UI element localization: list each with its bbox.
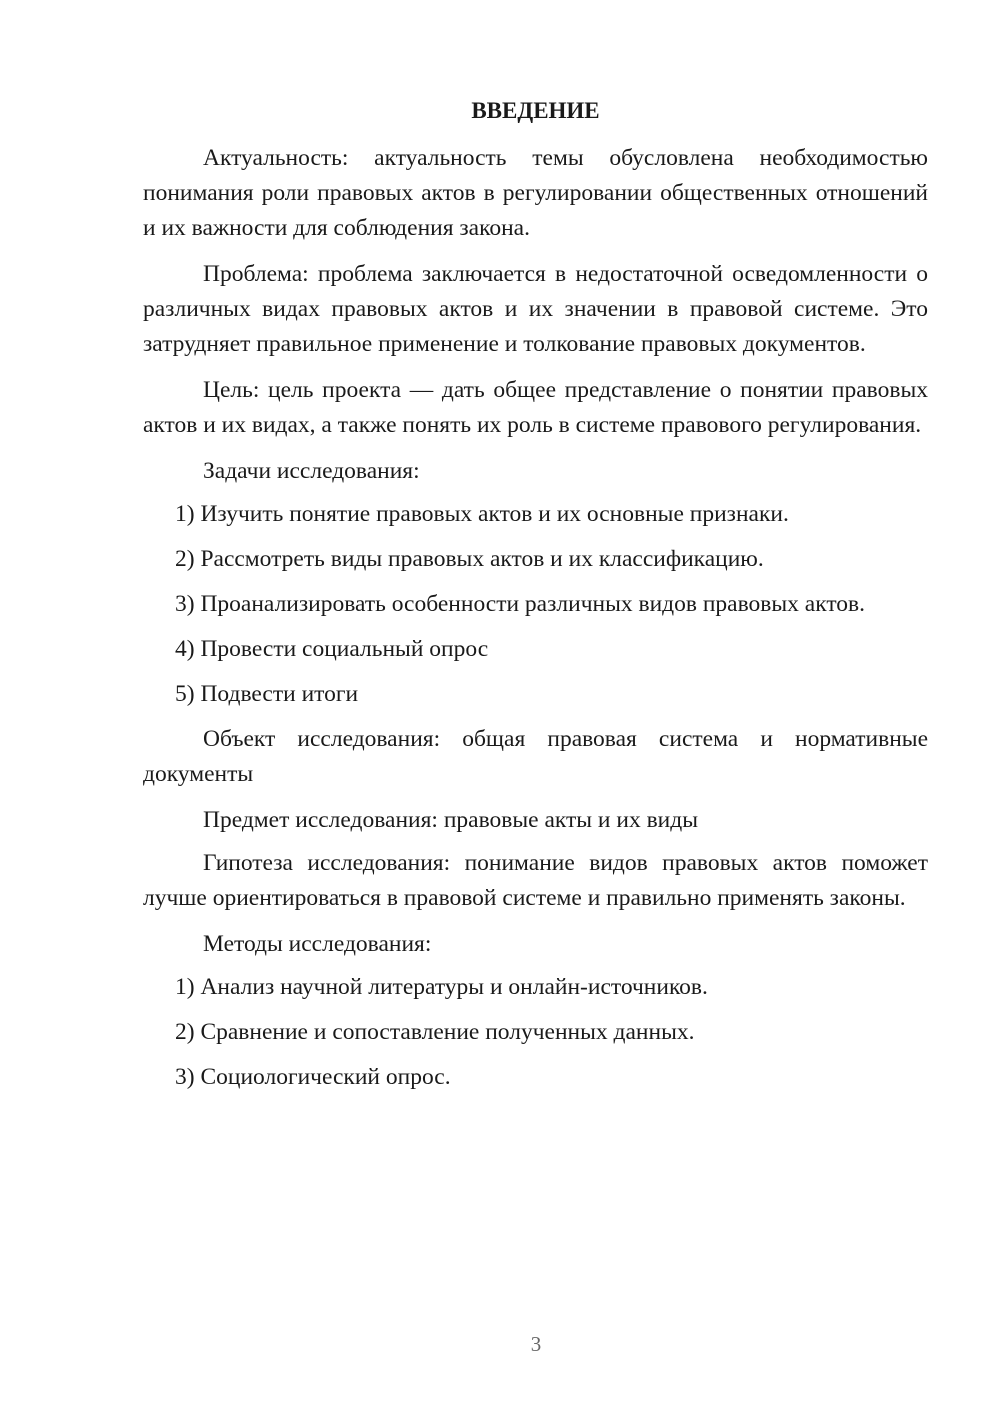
- task-item: 3) Проанализировать особенности различных видов правовых актов.: [175, 591, 866, 617]
- task-item: 4) Провести социальный опрос: [175, 636, 489, 662]
- relevance-paragraph: Актуальность: актуальность темы обусловлена необходимостью понимания роли правовых актов в регулировании общественных отношений и их важности для соблюдения закона.: [143, 145, 928, 241]
- page-number: 3: [530, 1332, 542, 1356]
- page-content: [143, 94, 928, 1105]
- method-item: 2) Сравнение и сопоставление полученных данных.: [175, 1019, 695, 1045]
- tasks-list: [143, 497, 928, 712]
- subject-paragraph: Предмет исследования: правовые акты и их виды: [203, 807, 698, 833]
- methods-list: [143, 970, 928, 1095]
- task-item: 1) Изучить понятие правовых актов и их основные признаки.: [175, 501, 789, 527]
- task-item: 5) Подвести итоги: [175, 681, 359, 707]
- object-paragraph: Объект исследования: общая правовая система и нормативные документы: [143, 726, 928, 787]
- goal-paragraph: Цель: цель проекта — дать общее представление о понятии правовых актов и их видах, а также понять их роль в системе правового регулирования.: [143, 377, 928, 438]
- problem-paragraph: Проблема: проблема заключается в недостаточной осведомленности о различных видах правовых актов и их значении в правовой системе. Это затрудняет правильное применение и толкование правовых документов.: [143, 261, 928, 357]
- method-item: 1) Анализ научной литературы и онлайн-источников.: [175, 974, 708, 1000]
- tasks-heading: Задачи исследования:: [203, 458, 420, 484]
- section-title: ВВЕДЕНИЕ: [471, 98, 600, 123]
- hypothesis-paragraph: Гипотеза исследования: понимание видов правовых актов поможет лучше ориентироваться в правовой системе и правильно применять законы.: [143, 850, 928, 911]
- task-item: 2) Рассмотреть виды правовых актов и их классификацию.: [175, 546, 764, 572]
- methods-heading: Методы исследования:: [203, 931, 432, 957]
- method-item: 3) Социологический опрос.: [175, 1064, 451, 1090]
